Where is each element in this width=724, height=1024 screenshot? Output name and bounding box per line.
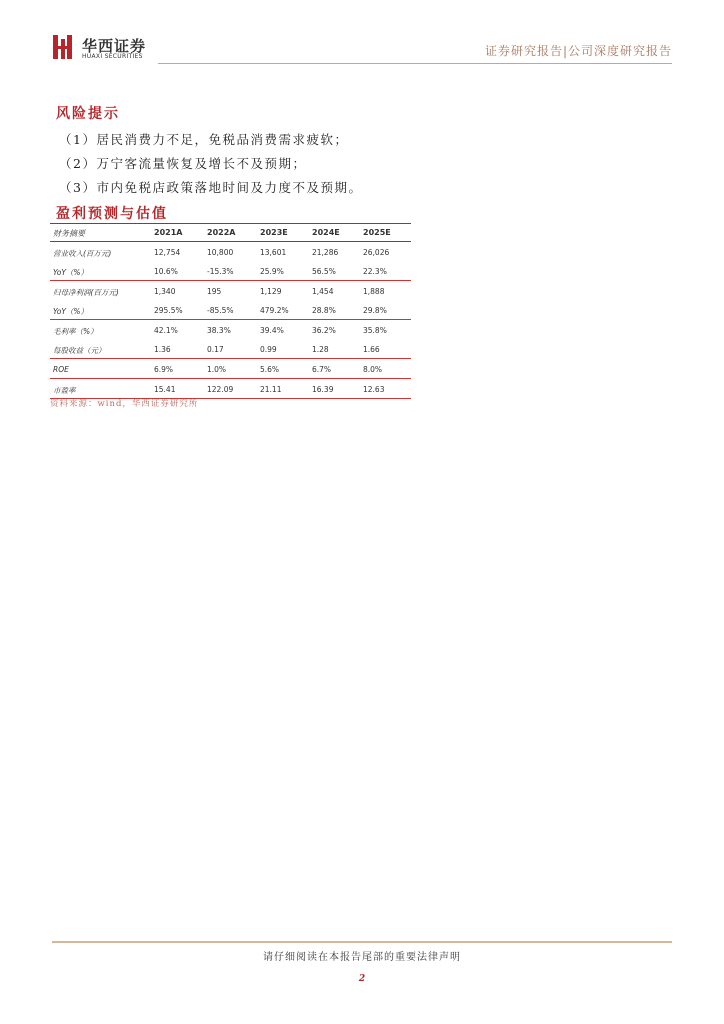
huaxi-logo-icon xyxy=(53,35,73,59)
page-number: 2 xyxy=(358,974,366,984)
table-cell: 1.28 xyxy=(312,345,329,354)
table-cell: 195 xyxy=(207,287,222,296)
table-header-row xyxy=(50,223,411,242)
table-cell: 25.9% xyxy=(260,267,284,276)
table-header-cell: 2023E xyxy=(260,228,288,237)
table-cell: 6.9% xyxy=(154,365,174,374)
table-cell: 39.4% xyxy=(260,326,284,335)
logo-name-en: HUAXI SECURITIES xyxy=(82,53,143,60)
table-cell: 28.8% xyxy=(312,306,336,315)
table-cell: 1,129 xyxy=(260,287,282,296)
table-row xyxy=(50,359,411,379)
table-source-note: 资料来源：wind，华西证券研究所 xyxy=(50,399,199,409)
risk-title: 风险提示 xyxy=(56,106,120,122)
risk-item-1: （1）居民消费力不足，免税品消费需求疲软； xyxy=(59,132,349,147)
table-cell: 1,340 xyxy=(154,287,176,296)
table-cell: -85.5% xyxy=(207,306,234,315)
table-header-cell: 2025E xyxy=(363,228,391,237)
table-cell: 16.39 xyxy=(312,385,334,394)
risk-item-2: （2）万宁客流量恢复及增长不及预期； xyxy=(59,156,307,171)
table-row xyxy=(50,261,411,281)
table-header-cell: 2022A xyxy=(207,228,236,237)
footer-divider xyxy=(52,941,672,943)
table-row xyxy=(50,300,411,320)
table-cell: 29.8% xyxy=(363,306,387,315)
table-cell: 56.5% xyxy=(312,267,336,276)
table-header-cell: 财务摘要 xyxy=(53,229,85,238)
financial-summary-table xyxy=(50,223,411,399)
table-cell: 1.36 xyxy=(154,345,171,354)
table-cell: 479.2% xyxy=(260,306,289,315)
table-cell: 12.63 xyxy=(363,385,385,394)
logo-name-cn: 华西证券 xyxy=(82,37,147,55)
table-cell: 0.99 xyxy=(260,345,277,354)
table-cell: 15.41 xyxy=(154,385,176,394)
table-row xyxy=(50,320,411,339)
table-row xyxy=(50,379,411,399)
table-cell: 8.0% xyxy=(363,365,383,374)
table-cell: 21.11 xyxy=(260,385,282,394)
table-cell: 0.17 xyxy=(207,345,224,354)
table-cell: 6.7% xyxy=(312,365,332,374)
table-cell: 1.0% xyxy=(207,365,227,374)
table-cell: 归母净利润(百万元) xyxy=(53,288,119,297)
header-divider xyxy=(158,63,672,64)
table-cell: 5.6% xyxy=(260,365,280,374)
table-cell: 38.3% xyxy=(207,326,231,335)
forecast-title: 盈利预测与估值 xyxy=(56,206,168,222)
table-cell: 1,454 xyxy=(312,287,334,296)
table-cell: YoY（%） xyxy=(53,268,89,277)
table-cell: 122.09 xyxy=(207,385,234,394)
table-row xyxy=(50,281,411,300)
table-cell: 22.3% xyxy=(363,267,387,276)
table-cell: 营业收入(百万元) xyxy=(53,249,112,258)
table-cell: 毛利率（%） xyxy=(53,327,98,336)
table-cell: 295.5% xyxy=(154,306,183,315)
table-cell: 1,888 xyxy=(363,287,385,296)
table-cell: 35.8% xyxy=(363,326,387,335)
table-row xyxy=(50,242,411,261)
table-cell: 36.2% xyxy=(312,326,336,335)
legal-notice: 请仔细阅读在本报告尾部的重要法律声明 xyxy=(263,952,461,963)
table-cell: 42.1% xyxy=(154,326,178,335)
table-cell: ROE xyxy=(53,365,69,374)
table-cell: 21,286 xyxy=(312,248,339,257)
page-header xyxy=(0,0,724,70)
table-cell: 市盈率 xyxy=(53,386,76,395)
table-cell: 1.66 xyxy=(363,345,380,354)
table-cell: 10.6% xyxy=(154,267,178,276)
risk-item-3: （3）市内免税店政策落地时间及力度不及预期。 xyxy=(59,180,363,195)
table-cell: 每股收益（元） xyxy=(53,346,106,355)
table-cell: 10,800 xyxy=(207,248,234,257)
table-cell: 26,026 xyxy=(363,248,390,257)
table-row xyxy=(50,339,411,359)
table-cell: 12,754 xyxy=(154,248,181,257)
table-cell: YoY（%） xyxy=(53,307,89,316)
table-header-cell: 2024E xyxy=(312,228,340,237)
table-cell: 13,601 xyxy=(260,248,287,257)
table-cell: -15.3% xyxy=(207,267,234,276)
table-header-cell: 2021A xyxy=(154,228,183,237)
report-type: 证券研究报告|公司深度研究报告 xyxy=(484,44,672,58)
